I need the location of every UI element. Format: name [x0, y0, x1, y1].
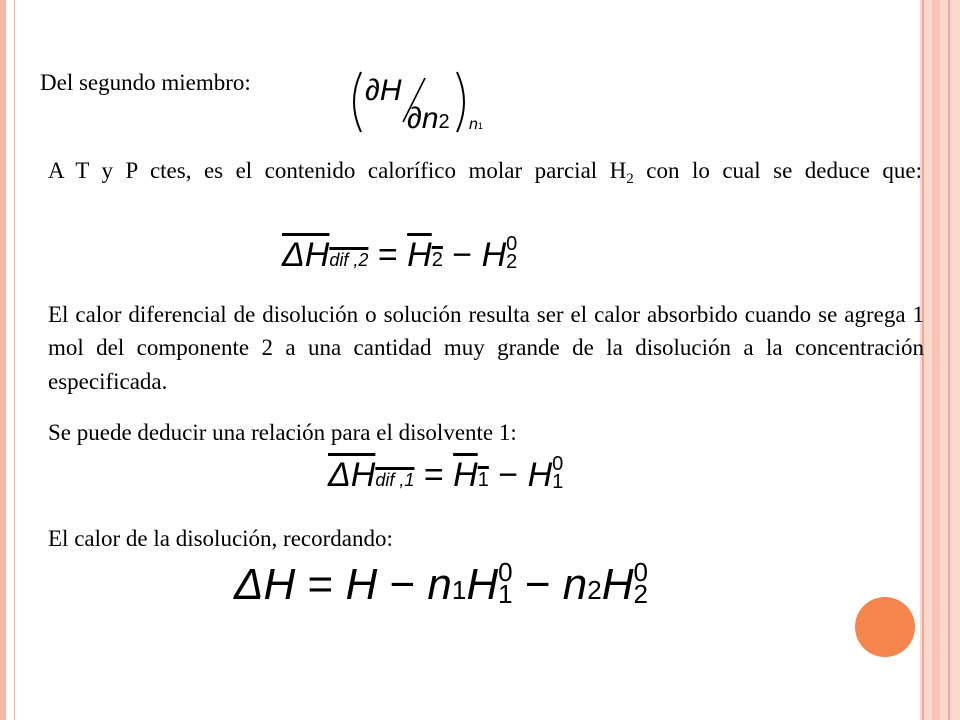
- eq2-minus: −: [442, 236, 482, 274]
- total-equals: =: [295, 560, 346, 609]
- total-h: H: [345, 560, 378, 609]
- left-border-line: [14, 0, 15, 720]
- total-h1: H: [466, 560, 499, 609]
- eq1-h0-symbol: H: [527, 456, 553, 494]
- total-h2-sub: 2: [633, 579, 648, 610]
- total-h1-sub: 1: [498, 579, 513, 610]
- total-h2-sup: 0: [633, 557, 648, 588]
- eq2-h-sub: 2: [431, 249, 443, 271]
- eq1-h0-sub: 1: [552, 471, 564, 494]
- total-minus-2: −: [512, 560, 563, 609]
- paragraph-partial-molar-sub: 2: [626, 171, 634, 187]
- total-h2-scripts: [633, 557, 648, 610]
- right-border-line: [948, 0, 950, 720]
- total-delta-h: ΔH: [234, 560, 296, 609]
- eq2-delta-symbol: ΔH: [282, 236, 330, 274]
- eq2-h0-scripts: [506, 233, 518, 274]
- eq1-h-symbol: H: [453, 456, 478, 494]
- intro-label: Del segundo miembro:: [40, 70, 251, 95]
- right-border-line: [932, 0, 940, 720]
- paragraph-differential-heat: El calor diferencial de disolución o solución resulta ser el calor absorbido cuando se agrega 1 mol del componente 2 a una cantidad muy grande de la disolución a la concentración especificada.: [48, 302, 924, 394]
- eq1-h0-sup: 0: [552, 453, 564, 476]
- eq1-minus: −: [488, 456, 528, 494]
- total-minus-1: −: [377, 560, 428, 609]
- paragraph-partial-molar: [48, 154, 922, 191]
- partial-derivative-equation: [345, 64, 495, 140]
- equation-differential-heat-1: [328, 453, 564, 495]
- equation-heat-of-solution: [234, 557, 648, 610]
- partial-numerator: ∂H: [365, 74, 402, 107]
- total-n1: n: [427, 560, 452, 609]
- eq1-sub-label: dif ,1: [375, 470, 415, 490]
- total-h1-scripts: [498, 557, 513, 610]
- paragraph-solvent-relation: Se puede deducir una relación para el disolvente 1:: [48, 420, 517, 445]
- eq2-h-symbol: H: [407, 236, 432, 274]
- partial-outer-sub-symbol: n: [469, 116, 478, 133]
- partial-outer-sub: [469, 116, 483, 134]
- eq1-equals: =: [414, 456, 454, 494]
- equation-differential-heat-2: [282, 233, 518, 275]
- eq2-h0-sub: 2: [506, 251, 518, 274]
- right-border-band: [920, 0, 960, 720]
- paragraph-partial-molar-text: A T y P ctes, es el contenido calorífico molar parcial H: [48, 158, 627, 183]
- total-h1-sup: 0: [498, 557, 513, 588]
- eq1-h-sub: 1: [477, 469, 489, 491]
- eq1-h-bar: [453, 456, 489, 494]
- left-border-band: [0, 0, 6, 720]
- total-n1-sub: 1: [451, 575, 467, 605]
- eq2-equals: =: [368, 236, 408, 274]
- total-h2: H: [601, 560, 634, 609]
- eq2-h0-symbol: H: [481, 236, 507, 274]
- partial-den-sub: 2: [438, 111, 450, 133]
- partial-den-symbol: ∂n: [407, 102, 439, 135]
- accent-circle: [855, 597, 915, 657]
- paragraph-heat-of-solution: El calor de la disolución, recordando:: [48, 526, 393, 551]
- eq1-delta-h: [328, 456, 414, 494]
- partial-denominator: [407, 102, 450, 136]
- partial-outer-sub-index: 1: [477, 121, 483, 131]
- eq1-delta-symbol: ΔH: [328, 456, 376, 494]
- eq2-h-bar: [407, 236, 443, 274]
- eq2-delta-h: [282, 236, 368, 274]
- total-n2-sub: 2: [587, 575, 602, 605]
- eq2-h0-sup: 0: [506, 233, 518, 256]
- eq1-h0-scripts: [552, 453, 564, 494]
- paragraph-partial-molar-text-end: con lo cual se deduce que:: [633, 158, 922, 183]
- eq2-sub-label: dif ,2: [329, 250, 369, 270]
- total-n2: n: [562, 560, 588, 609]
